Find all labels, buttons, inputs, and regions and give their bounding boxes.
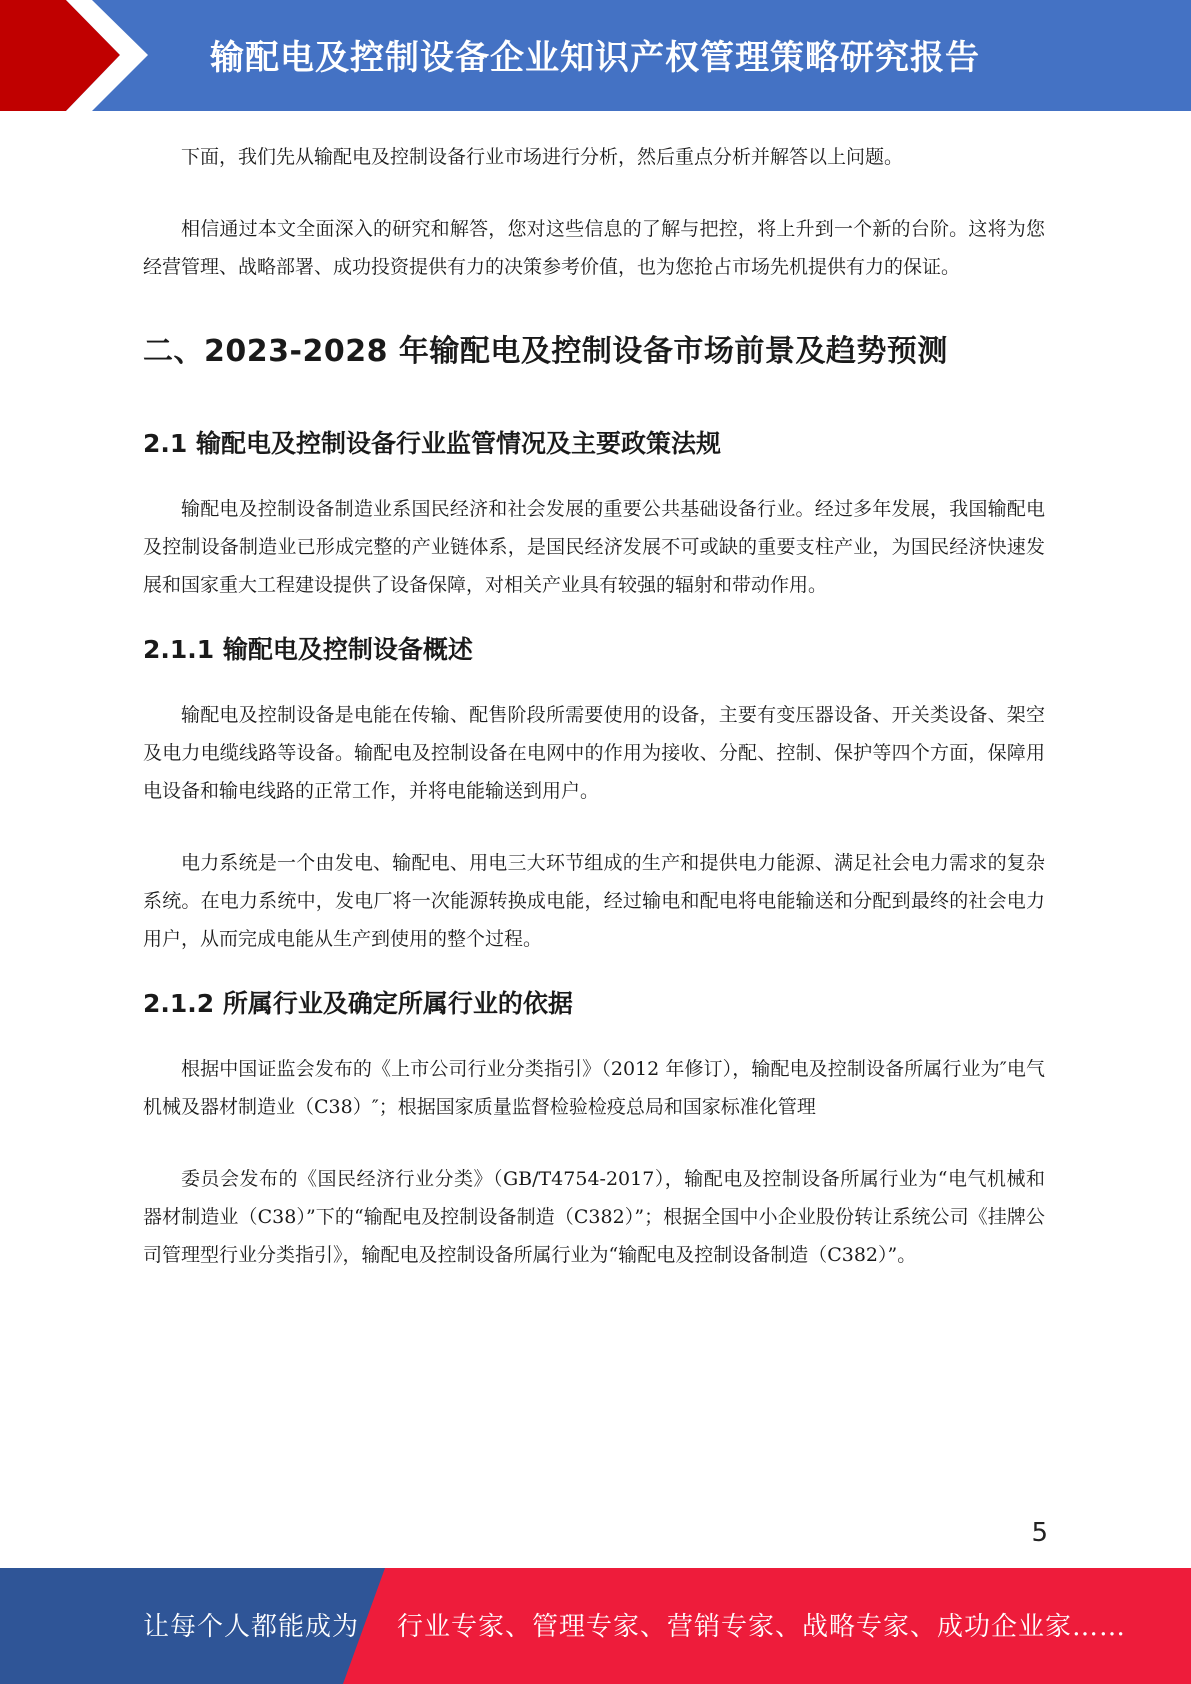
- page-footer: [0, 1568, 1191, 1684]
- body-paragraph: 输配电及控制设备制造业系国民经济和社会发展的重要公共基础设备行业。经过多年发展，我国输配电及控制设备制造业已形成完整的产业链体系，是国民经济发展不可或缺的重要支柱产业，为国民经济快速发展和国家重大工程建设提供了设备保障，对相关产业具有较强的辐射和带动作用。: [143, 498, 1045, 596]
- page-number: 5: [1031, 1518, 1048, 1548]
- footer-slogan-right: 行业专家、管理专家、营销专家、战略专家、成功企业家……: [397, 1612, 1127, 1642]
- section-heading: 二、2023-2028 年输配电及控制设备市场前景及趋势预测: [143, 334, 948, 369]
- page-header: [0, 0, 1191, 111]
- body-paragraph: 输配电及控制设备是电能在传输、配售阶段所需要使用的设备，主要有变压器设备、开关类设备、架空及电力电缆线路等设备。输配电及控制设备在电网中的作用为接收、分配、控制、保护等四个方面，保障用电设备和输电线路的正常工作，并将电能输送到用户。: [143, 704, 1045, 802]
- intro-paragraph: 相信通过本文全面深入的研究和解答，您对这些信息的了解与把控，将上升到一个新的台阶。这将为您经营管理、战略部署、成功投资提供有力的决策参考价值，也为您抢占市场先机提供有力的保证。: [143, 218, 1045, 278]
- subsection-heading-2-1-2: 2.1.2 所属行业及确定所属行业的依据: [143, 989, 573, 1018]
- header-title: 输配电及控制设备企业知识产权管理策略研究报告: [210, 38, 980, 78]
- header-chevron-decoration: [0, 0, 160, 111]
- body-paragraph: 根据中国证监会发布的《上市公司行业分类指引》（2012 年修订），输配电及控制设备所属行业为″电气机械及器材制造业（C38）″；根据国家质量监督检验检疫总局和国家标准化管理: [143, 1058, 1045, 1118]
- body-paragraph: 电力系统是一个由发电、输配电、用电三大环节组成的生产和提供电力能源、满足社会电力需求的复杂系统。在电力系统中，发电厂将一次能源转换成电能，经过输电和配电将电能输送和分配到最终的社会电力用户，从而完成电能从生产到使用的整个过程。: [143, 852, 1045, 950]
- footer-slogan-left: 让每个人都能成为: [143, 1612, 360, 1642]
- intro-paragraph: 下面，我们先从输配电及控制设备行业市场进行分析，然后重点分析并解答以上问题。: [181, 146, 904, 168]
- page-content: [143, 138, 1045, 1274]
- subsection-heading-2-1-1: 2.1.1 输配电及控制设备概述: [143, 635, 473, 664]
- body-paragraph: 委员会发布的《国民经济行业分类》（GB/T4754-2017），输配电及控制设备所属行业为“电气机械和器材制造业（C38）”下的“输配电及控制设备制造（C382）”；根据全国中小企业股份转让系统公司《挂牌公司管理型行业分类指引》，输配电及控制设备所属行业为“输配电及控制设备制造（C382）”。: [143, 1168, 1045, 1266]
- subsection-heading-2-1: 2.1 输配电及控制设备行业监管情况及主要政策法规: [143, 429, 721, 458]
